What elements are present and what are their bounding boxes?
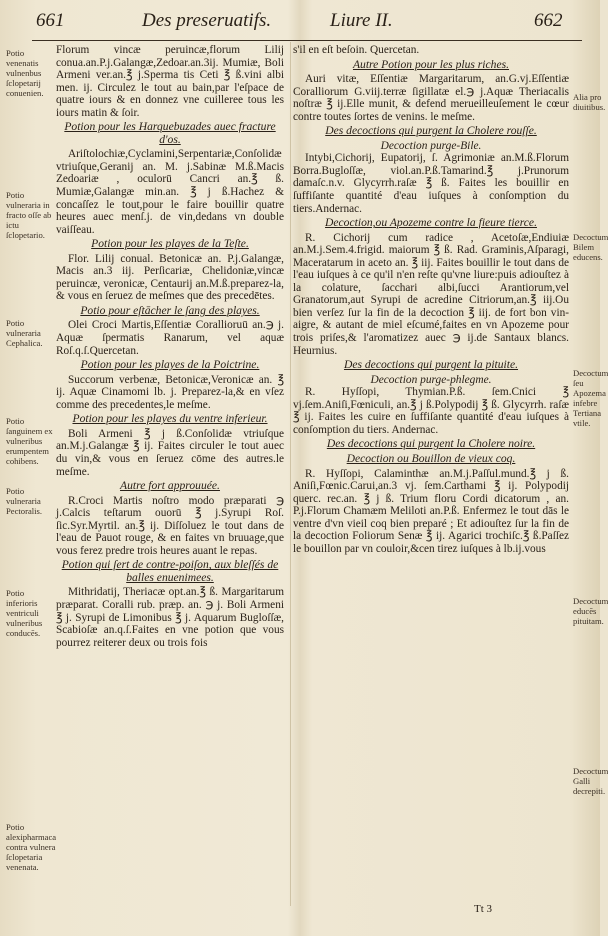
running-header	[0, 0, 600, 40]
recipe-text: Flor. Lilij conual. Betonicæ an. P.j.Galangæ, Macis an.3 iij. Perſicariæ, Chelidoniæ,vincæ peruincæ, veronicæ, Centaurij an.M.ß.preparez-la, & vous en ſeruez de meſmes que des precedētes.	[56, 252, 284, 303]
page-number-left: 661	[36, 10, 65, 31]
section-title: Autre fort approuuée.	[120, 479, 220, 493]
running-title: Des preseruatifs.	[142, 10, 272, 31]
recipe-poictrine	[56, 359, 284, 411]
margin-note-right: Decoctum ſeu Apozema infebre Tertiana vtile.	[573, 368, 608, 428]
margin-note-left: Potio vulneraria in fracto oſſe ab ictu ſclopetario.	[6, 190, 52, 240]
recipe-text: Auri vitæ, Eſſentiæ Margaritarum, an.G.vj.Eſſentiæ Coralliorum G.viij.terræ ſigillatæ el.℈ j.Aquæ Theriacalis noſtræ ℥ ij.Elle munit, & defend merueilleuſement le cœur contre toutes ſortes de venins. le meſme.	[293, 73, 569, 123]
recipe-text: Mithridatij, Theriacæ opt.an.℥ ß. Margaritarum præparat. Coralli rub. præp. an. ℈ j. Boli Armeni ℥ j. Syrupi de Limonibus ℥ j. Aquarum Bugloſſæ, Scabioſæ an.q.ſ.Faites en vne potion que vous pourrez reiterer deux ou trois fois	[56, 586, 284, 649]
section-title: Decoction,ou Apozeme contre la fieure tierce.	[325, 216, 537, 230]
subsection-title: Decoction purge-phlegme.	[370, 373, 492, 386]
recipe-text: Olei Croci Martis,Eſſentiæ Corallioruū an.℈ j. Aquæ ſpermatis Ranarum, vel aquæ Roſ.q.ſ.Quercetan.	[56, 319, 284, 357]
column-divider	[290, 42, 291, 906]
recipe-text: R.Croci Martis noſtro modo præparati ℈ j.Calcis teſtarum ouorū ℥ j.Syrupi Roſ. ſic.Syr.Myrtil. an.℥ ij. Diſſoluez le tout dans de l'eau de Pauot rouge, & en faites vn bruuage,que vous ferez predre trois heures auant le repas.	[56, 494, 284, 557]
margin-note-left: Potio inferioris ventriculi vulneribus conducēs.	[6, 588, 43, 638]
margin-note-left: Potio alexipharmaca contra vulnera ſclopetaria venenata.	[6, 822, 57, 872]
margin-note-left: Potio venenatis vulnenbus ſclopetarij conuenien.	[6, 48, 44, 98]
recipe-contre-poison	[56, 559, 284, 649]
recipe-text: Ariſtolochiæ,Cyclamini,Serpentariæ,Conſolidæ vtriuſque,Geranij an. M. j.Sabinæ M.ß.Macis Zedoariæ , oculorū Cancri an.℥ ß. Mumiæ,Galangæ min.an. ℥ j ß.Hachez & concaſſez le tout,pour le faire bouillir quatre heures auec menſ.j. de vin,dedans vn double vaiſſeau.	[56, 148, 284, 236]
margin-note-left: Potio ſanguinem ex vulneribus erumpentem cohibens.	[6, 416, 53, 466]
section-title: Potion pour les playes de la Teſte.	[91, 237, 249, 251]
section-title: Autre Potion pour les plus riches.	[352, 57, 510, 71]
margin-note-left: Potio vulneraria Pectoralis.	[6, 486, 43, 516]
section-title: Potion pour les playes du ventre inferieur.	[72, 412, 268, 426]
page-number-right: 662	[534, 10, 563, 31]
section-title: Des decoctions qui purgent la Cholere rouſſe.	[325, 124, 537, 138]
margin-note-right: Decoctum educēs pituitam.	[573, 596, 608, 626]
header-rule	[32, 40, 582, 41]
recipe-fieure-tierce	[293, 217, 569, 357]
recipe-intro	[56, 44, 284, 119]
recipe-riches	[293, 59, 569, 124]
book-label: Liure II.	[330, 10, 393, 31]
recipe-text: R. Hyſſopi, Thymian.P.ß. ſem.Cnici ℥ vj.ſem.Aniſi,Fœniculi, an.℥ j ß.Polypodij ℥ ß. Glycyrrh. raſæ ℥ ij. Faites les cuire en ſuffiſante quantité d'eau iuſques à conſomption du tiers. Andernac.	[293, 386, 569, 436]
recipe-teste	[56, 238, 284, 303]
right-column	[293, 44, 569, 556]
left-column	[56, 44, 284, 650]
recipe-sang	[56, 305, 284, 357]
margin-note-right: Decoctum Galli decrepiti.	[573, 766, 608, 796]
section-title: Potio pour eſtācher le ſang des playes.	[80, 303, 260, 317]
margin-note-right: Alia pro diuitibus.	[573, 92, 606, 112]
section-title: Des decoctions qui purgent la pituite.	[343, 358, 519, 372]
section-title: Potion pour les playes de la Poictrine.	[80, 358, 260, 372]
signature-mark: Tt 3	[474, 903, 493, 915]
section-title: Potion qui ſert de contre-poiſon, aux bleſſés de balles enuenimees.	[61, 558, 279, 584]
section-title: Potion pour les Harquebuzades auec fracture d'os.	[64, 120, 276, 146]
recipe-harquebuzades	[56, 121, 284, 236]
section-title: Des decoctions qui purgent la Cholere noire.	[326, 437, 536, 451]
recipe-text: R. Hyſſopi, Calaminthæ an.M.j.Paſſul.mund.℥ j ß. Aniſi,Fœnic.Carui,an.3 vj. ſem.Carthami ℥ ij. Polypodij querc. rec.an. ℥ j ß. Trium floru Cordi dicatorum , an. P.j.Florum Chamæm Meliloti an.P.ß. Enfermez le tout dās le ventre d'vn vieil coq bien preparé ; Et adiouſtez ſur la fin de la decoction Foliorum Senæ ℥ ij. Agarici trochiſc.℥ ß.Paſſez le bouillon par vn couloir,&cen tirez iuſques à lb.ij.vous	[293, 467, 569, 555]
recipe-text: Boli Armeni ℥ j ß.Conſolidæ vtriuſque an.M.j.Galangæ ℥ ij. Faites circuler le tout auec du vin,& vous en ſeruez cōme des autres.le meſme.	[56, 427, 284, 478]
margin-note-right: Decoctum Bilem educens.	[573, 232, 608, 262]
continued-text: s'il en eſt beſoin. Quercetan.	[293, 44, 420, 56]
section-title: Decoction ou Bouillon de vieux coq.	[346, 451, 516, 465]
subsection-title: Decoction purge-Bile.	[380, 139, 482, 152]
recipe-text: Florum vincæ peruincæ,florum Lilij conua.an.P.j.Galangæ,Zedoar.an.3ij. Mumiæ, Boli Armeni ver.an.℥ j.Sperma tis Ceti ℥ ß.vini albi men. ij. Circulez le tout au bain,par l'eſpace de quatre iours & en donnez vne cuilleree tous les iours matin & ſoir.	[56, 44, 284, 119]
recipe-cholere-rousse	[293, 125, 569, 215]
recipe-pituite	[293, 359, 569, 436]
margin-note-left: Potio vulneraria Cephalica.	[6, 318, 43, 348]
recipe-cholere-noire	[293, 438, 569, 555]
recipe-text: Intybi,Cichorij, Eupatorij, ſ. Agrimoniæ an.M.ß.Florum Borra.Bugloſſæ, viol.an.P.ß.Tamarind.℥ j.Prunorum damaſc.n.v. Glycyrrh.raſæ ℥ ß. Faites les bouillir en ſuffiſante quantité d'eau iuſques à conſomption du tiers.Andernac.	[293, 152, 569, 215]
recipe-autre-fort	[56, 480, 284, 557]
recipe-text: Succorum verbenæ, Betonicæ,Veronicæ an. ℥ ij. Aquæ Cinamomi lb. j. Preparez-la,& en vſez comme des precedentes,le meſme.	[56, 373, 284, 411]
recipe-text: R. Cichorij cum radice , Acetoſæ,Endiuiæ an.M.j.Sem.4.frigid. maiorum ℥ ß. Rad. Graminis,Aſparagi, Maceratarum in aceto an. ℥ iij. Faites bouillir le tout dans de l'eau iuſques à ce qu'il n'en reſte qu'vne liure:puis adiouſtez à la colature, ſacchari albi,ſucci Arantiorum,vel Granatorum,aut Syrupi de acredine Citriorum,an.℥ iij.Ou bien verſez ſur la fin de la decoction ℥ iij. de fort bon vin-aigre, & autant de miel eſcumé,faites en vn Apozeme pour trois priſes,& l'aromatizez auec ℈ ij.de Santaux blancs. Heurnius.	[293, 231, 569, 357]
recipe-ventre	[56, 413, 284, 478]
